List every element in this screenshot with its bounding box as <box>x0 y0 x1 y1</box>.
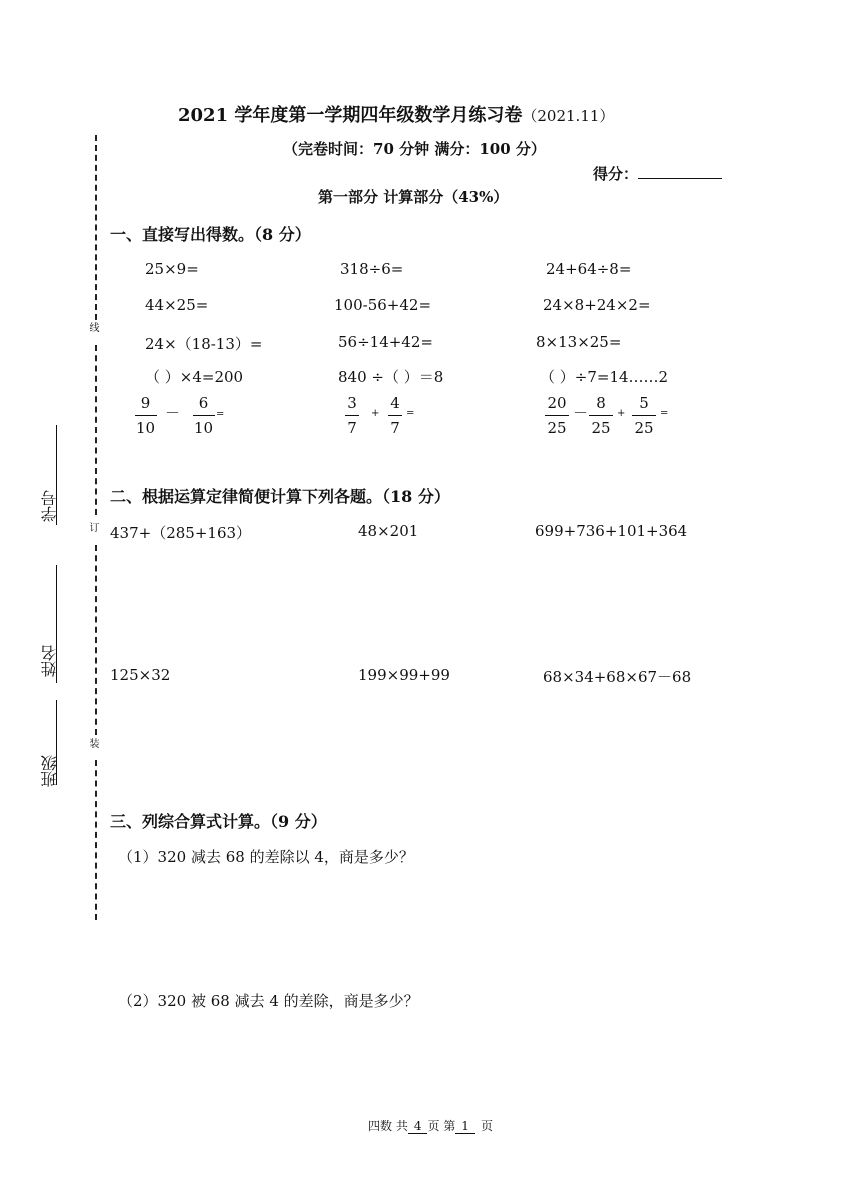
fraction-9-10 <box>134 396 157 436</box>
s1-r3-c3: 8×13×25= <box>536 333 622 351</box>
binding-dashed-line-mid-2 <box>95 545 97 735</box>
fraction-6-10 <box>192 396 215 436</box>
binding-mark-xian: 线 <box>87 322 98 332</box>
s3-question-1: （1）320 减去 68 的差除以 4，商是多少？ <box>118 848 414 866</box>
binding-dashed-line-top <box>95 135 97 320</box>
fraction-denominator: 10 <box>136 419 156 437</box>
section2-heading: 二、根据运算定律简便计算下列各题。（18 分） <box>110 487 450 506</box>
binding-mark-zhuang: 装 <box>87 738 98 748</box>
binding-dashed-line-mid-1 <box>95 345 97 515</box>
score-blank[interactable] <box>638 163 722 179</box>
class-blank[interactable] <box>56 700 57 785</box>
fraction-numerator: 9 <box>140 394 151 412</box>
s2-r1-c3: 699+736+101+364 <box>535 522 688 540</box>
fraction-3-7 <box>345 396 359 436</box>
s2-r2-c3: 68×34+68×67－68 <box>543 668 692 686</box>
s2-r2-c1: 125×32 <box>110 666 171 684</box>
exam-title-date: （2021.11） <box>522 107 615 125</box>
footer-suffix: 页 <box>480 1119 493 1133</box>
s1-r1-c3: 24+64÷8= <box>546 260 632 278</box>
minus-sign: － <box>165 404 181 422</box>
s1-r1-c1: 25×9= <box>145 260 199 278</box>
s1-r1-c2: 318÷6= <box>340 260 404 278</box>
s1-r4-c1: （ ）×4=200 <box>145 368 244 386</box>
s1-r2-c3: 24×8+24×2= <box>543 296 651 314</box>
fraction-denominator: 10 <box>194 419 214 437</box>
exam-title-text: 2021 学年度第一学期四年级数学月练习卷 <box>178 105 523 126</box>
s1-r3-c1: 24×（18-13）= <box>145 335 263 353</box>
footer-current-page: 1 <box>455 1119 475 1134</box>
exam-title <box>178 101 614 127</box>
s2-r1-c1: 437+（285+163） <box>110 524 252 542</box>
s1-r4-c3: （ ）÷7=14……2 <box>540 368 669 386</box>
score-label: 得分： <box>593 165 639 183</box>
s1-r2-c2: 100-56+42= <box>334 296 432 314</box>
fraction-20-25 <box>545 396 569 436</box>
fraction-denominator: 25 <box>591 419 611 437</box>
s1-r3-c2: 56÷14+42= <box>338 333 433 351</box>
equals-sign: = <box>216 409 225 420</box>
fraction-numerator: 4 <box>390 394 400 412</box>
fraction-numerator: 8 <box>596 394 606 412</box>
fraction-denominator: 25 <box>547 419 567 437</box>
page-footer <box>368 1117 493 1134</box>
section3-heading: 三、列综合算式计算。（9 分） <box>110 812 327 831</box>
fraction-4-7 <box>388 396 402 436</box>
fraction-numerator: 6 <box>198 394 209 412</box>
fraction-numerator: 20 <box>547 394 567 412</box>
student-name-blank[interactable] <box>56 565 57 683</box>
binding-dashed-line-bottom <box>95 760 97 920</box>
plus-sign: + <box>371 408 380 419</box>
exam-info: （完卷时间：70 分钟 满分：100 分） <box>283 140 546 158</box>
fraction-numerator: 3 <box>347 394 357 412</box>
section1-heading: 一、直接写出得数。（8 分） <box>110 225 311 244</box>
footer-mid: 页 第 <box>427 1119 456 1133</box>
student-id-blank[interactable] <box>56 425 57 525</box>
footer-prefix: 四数 共 <box>368 1119 408 1133</box>
fraction-8-25 <box>589 396 613 436</box>
fraction-denominator: 7 <box>347 419 357 437</box>
footer-total-pages: 4 <box>408 1119 428 1134</box>
fraction-denominator: 7 <box>390 419 400 437</box>
part-title: 第一部分 计算部分（43%） <box>318 188 509 206</box>
student-name-label: 姓名 <box>40 645 59 677</box>
s2-r1-c2: 48×201 <box>358 522 419 540</box>
equals-sign: = <box>660 408 669 419</box>
plus-sign: + <box>617 408 626 419</box>
s1-r2-c1: 44×25= <box>145 296 209 314</box>
minus-sign: － <box>573 404 589 422</box>
equals-sign: = <box>406 408 415 419</box>
class-label: 班级 <box>40 755 59 787</box>
fraction-denominator: 25 <box>634 419 654 437</box>
s3-question-2: （2）320 被 68 减去 4 的差除，商是多少？ <box>118 992 419 1010</box>
score-field <box>593 163 722 184</box>
fraction-numerator: 5 <box>639 394 649 412</box>
student-id-label: 学号 <box>40 490 59 522</box>
s1-r4-c2: 840 ÷（ ）＝8 <box>338 368 444 386</box>
fraction-5-25 <box>632 396 656 436</box>
s2-r2-c2: 199×99+99 <box>358 666 450 684</box>
binding-mark-ding: 订 <box>87 522 98 532</box>
